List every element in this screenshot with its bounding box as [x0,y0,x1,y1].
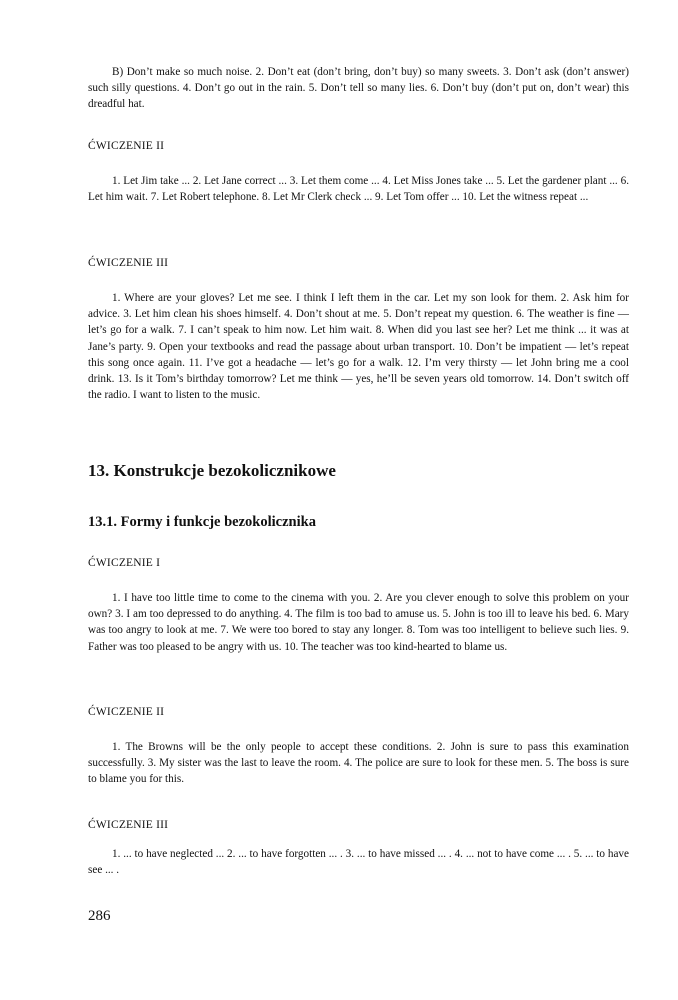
exercise-2b-paragraph: 1. The Browns will be the only people to accept these conditions. 2. John is sure to pass this examination successfully. 3. My sister was the last to leave the room. 4. The police are sure to look for these men. 5. The boss is sure to blame you for this. [88,741,629,786]
exercise-2a-paragraph: 1. Let Jim take ... 2. Let Jane correct ... 3. Let them come ... 4. Let Miss Jones take ... 5. Let the gardener plant ... 6. Let him wait. 7. Let Robert telephone. 8. Let Mr Clerk check ... 9. Let Tom offer ... 10. Let the witness repeat ... [88,175,629,204]
chapter-heading: 13. Konstrukcje bezokolicznikowe [88,461,336,480]
exercise-heading-2a: ĆWICZENIE II [88,140,165,152]
exercise-b-paragraph: B) Don’t make so much noise. 2. Don’t eat (don’t bring, don’t buy) so many sweets. 3. Don’t ask (don’t answer) such silly questions. 4. Don’t go out in the rain. 5. Don’t tell so many lies. 6. Don’t buy (don’t put on, don’t wear) this dreadful hat. [88,66,629,111]
page-number: 286 [88,908,111,924]
exercise-1b-paragraph: 1. I have too little time to come to the cinema with you. 2. Are you clever enough to solve this problem on your own? 3. I am too depressed to do anything. 4. The film is too bad to amuse us. 5. John is too ill to leave his bed. 6. Mary was too angry to look at me. 7. We were too bored to stay any longer. 8. Tom was too intelligent to believe such lies. 9. Father was too pleased to be angry with us. 10. The teacher was too kind-hearted to blame us. [88,592,629,653]
exercise-3b-paragraph: 1. ... to have neglected ... 2. ... to have forgotten ... . 3. ... to have missed ... . 4. ... not to have come ... . 5. ... to have see ... . [88,848,629,877]
exercise-3a-paragraph: 1. Where are your gloves? Let me see. I think I left them in the car. Let my son look for them. 2. Ask him for advice. 3. Let him clean his shoes himself. 4. Don’t shout at me. 5. Don’t repeat my question. 6. The weather is fine — let’s go for a walk. 7. I can’t speak to him now. Let him wait. 8. When did you last see her? Let me think ... it was at Jane’s party. 9. Open your textbooks and read the passage about urban transport. 10. Don’t be impatient — let’s repeat this song once again. 11. I’ve got a headache — let’s go for a walk. 12. I’m very thirsty — let John bring me a cool drink. 13. Is it Tom’s birthday tomorrow? Let me think — yes, he’ll be seven years old tomorrow. 14. Don’t switch off the radio. I want to listen to the music. [88,292,629,402]
exercise-heading-1b: ĆWICZENIE I [88,557,161,569]
section-heading: 13.1. Formy i funkcje bezokolicznika [88,514,316,530]
exercise-heading-3a: ĆWICZENIE III [88,257,169,269]
exercise-heading-2b: ĆWICZENIE II [88,706,165,718]
exercise-heading-3b: ĆWICZENIE III [88,819,169,831]
